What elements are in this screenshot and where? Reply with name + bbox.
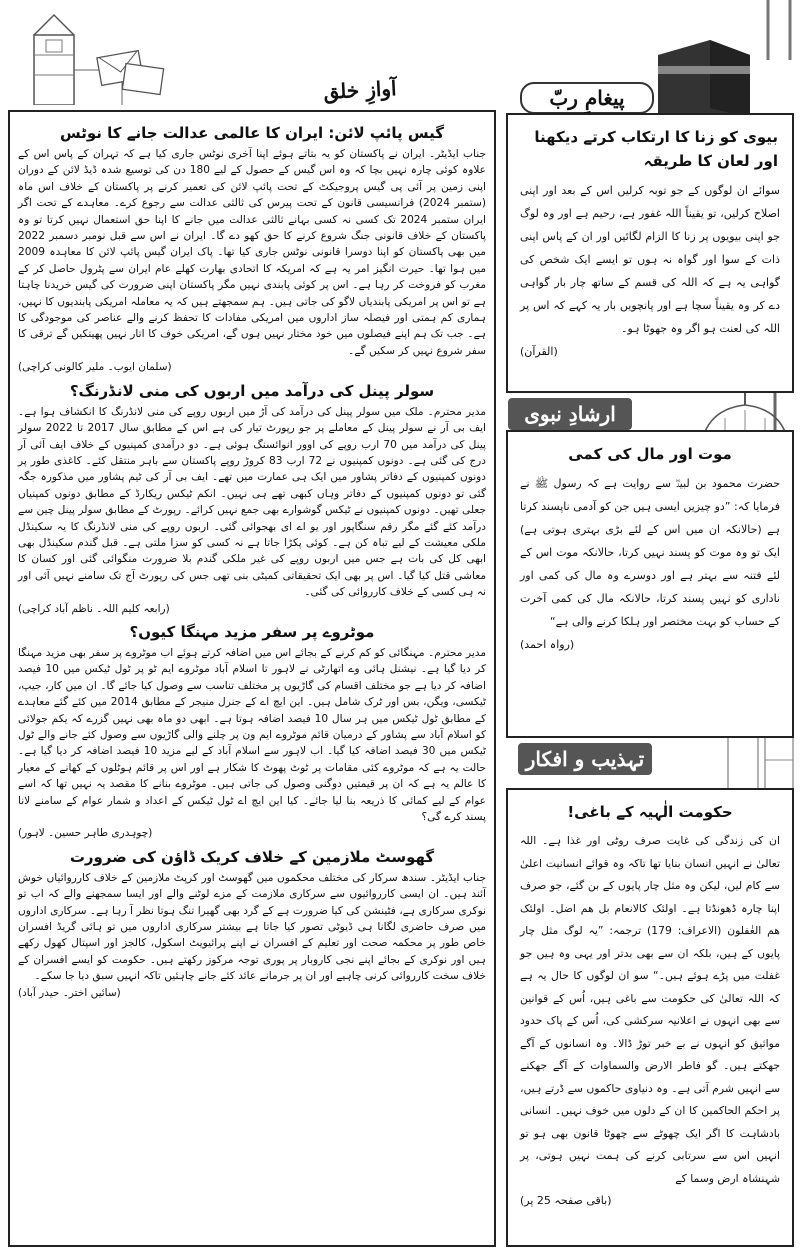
- hadith-source: (رواہ احمد): [520, 638, 575, 651]
- article-body: [18, 146, 486, 376]
- article-signature: (سلمان ایوب۔ ملیر کالونی کراچی): [18, 361, 172, 374]
- hadith-box: [506, 430, 794, 738]
- letters-box: [8, 110, 496, 1247]
- article-title: موٹروے پر سفر مزید مہنگا کیوں؟: [129, 622, 375, 641]
- article-title: گھوسٹ ملازمین کے خلاف کریک ڈاؤن کی ضرورت: [69, 847, 435, 866]
- afkar-box: [506, 788, 794, 1247]
- article-signature: (سائیں اختر۔ حیدر آباد): [18, 986, 121, 999]
- hadith-text: حضرت محمود بن لبیدؓ سے روایت ہے کہ رسول ﷺ نے فرمایا کہ: ”دو چیزیں ایسی ہیں جن کو آدمی ناپسند کرتا ہے (حالانکہ ان میں اس کے لئے بڑی بہتری ہوتی ہے) ایک تو وہ موت کو پسند نہیں کرتا، حالانکہ موت اس کے لئے فتنہ سے بہتر ہے اور دوسرے وہ مال کی کمی اور ناداری کو نہیں پسند کرتا، حالانکہ مال کی کمی آخرت کے حساب کو بہت مختصر اور ہلکا کرنے والی ہے“: [520, 477, 780, 628]
- article-body: [18, 645, 486, 842]
- hadith-title: موت اور مال کی کمی: [568, 445, 732, 463]
- quran-text: سوائے ان لوگوں کے جو توبہ کرلیں اس کے بعد اور اپنی اصلاح کرلیں، تو یقیناً اللہ غفور ہے، رحیم ہے اور وہ لوگ جو اپنی بیویوں پر زنا کا الزام لگائیں اور ان کے پاس اپنی ذات کے سوا اور گواہ نہ ہوں تو ایسے ایک شخص کی گواہی یہ ہے کہ اللہ کی قسم کے ساتھ چار بار گواہی دے کر وہ یقیناً سچا ہے اور پانچویں بار یہ کہے کہ اس پر اللہ کی لعنت ہو اگر وہ جھوٹا ہو۔: [520, 184, 780, 335]
- afkar-title: حکومت الٰہیہ کے باغی!: [567, 803, 733, 821]
- letter-gas-pipeline: [10, 124, 494, 376]
- letter-ghost-employees: [10, 848, 494, 1001]
- article-signature: (رابعہ کلیم اللہ۔ ناظم آباد کراچی): [18, 602, 170, 615]
- article-signature: (چوہدری طاہر حسین۔ لاہور): [18, 827, 153, 840]
- quran-source: (القرآن): [520, 345, 558, 358]
- main-column-title: آوازِ خلق: [322, 76, 398, 104]
- article-body: [18, 404, 486, 617]
- section-tag-tehzeeb: تہذیب و افکار: [518, 743, 652, 775]
- article-body: [18, 870, 486, 1001]
- envelope-icon: [96, 48, 166, 96]
- article-text: مدیر محترم۔ ملک میں سولر پینل کی درآمد کی آڑ میں اربوں روپے کی منی لانڈرنگ کا انکشاف ہوا ہے۔ ایف بی آر نے سولر پینل کے معاملے پر جو رپورٹ تیار کی ہے اس کے مطابق سال 2017 تا 2022 سولر پینل کی درآمد میں 70 ارب روپے کی اوور انوائسنگ ہوئی ہے۔ دو درآمدی کمپنیوں کے خلاف ایف آئی آر درج کی گئی ہے۔ دونوں کمپنیوں نے 72 ارب 83 کروڑ روپے پاکستان سے باہر منتقل کئے۔ کاغذی طور پر دونوں کمپنیوں کے دفاتر پشاور میں ایک ہی عمارت میں تھے۔ ایف بی آر کی ٹیم پشاور میں مذکورہ جگہ گئی تو دونوں کمپنیوں کے دفاتر وہاں کبھی تھے ہی نہیں۔ انکم ٹیکس ریکارڈ کے مطابق دونوں کمپنیاں جعلی تھیں۔ دونوں کمپنیوں نے ٹیکس گوشوارے بھی جمع نہیں کرائے۔ رپورٹ کے مطابق سولر پینل چین سے درآمد کئے گئے مگر رقم سنگاپور اور یو اے ای بھجوائی گئی۔ اربوں روپے کی منی لانڈرنگ کا یہ سکینڈل ملکی معیشت کے لیے تباہ کن ہے۔ کوئی پکڑا جاتا ہے نہ کسی کو سزا ملتی ہے۔ قبل گندم سکینڈل بھی ابھی کل کی بات ہے جس میں اربوں روپے کی غیر ملکی گندم بلا ضرورت منگوائی گئی اور کسان کا معاشی قتل کیا گیا۔ اس پر بھی ایک تحقیقاتی کمیٹی بنی تھی جس کی رپورٹ آج تک سامنے نہیں آئی اور نہ ہی کسی کے خلاف کارروائی کی گئی۔: [18, 405, 486, 599]
- quran-box: [506, 113, 794, 393]
- article-text: مدیر محترم۔ مہنگائی کو کم کرنے کے بجائے اس میں اضافہ کرتے ہوئے اب موٹروے پر سفر بھی مزید مہنگا کر دیا گیا ہے۔ نیشنل ہائی وے اتھارٹی نے لاہور تا اسلام آباد موٹروے ایم ٹو پر ٹول ٹیکس میں 10 فیصد اضافہ کر دیا ہے جو مختلف اقسام کی گاڑیوں پر مختلف تناسب سے وصول کیا جائے گا۔ ان میں کار، جیپ، ٹیکسی، ویگن، بس اور ٹرک شامل ہیں۔ این ایچ اے کے جنرل منیجر کے مطابق 2014 میں کئے گئے معاہدے کے مطابق ٹول ٹیکس میں ہر سال 10 فیصد اضافہ ہوتا ہے۔ ابھی دو ماہ بھی نہیں گزرے کہ یکم جولائی کو اسلام آباد سے پشاور کے درمیان قائم موٹروے ایم ون پر چلنے والی گاڑیوں سے وصول کئے جانے والے ٹول ٹیکس میں 30 فیصد اضافہ کیا گیا۔ اب لاہور سے اسلام آباد کے لیے مزید 10 فیصد اضافہ کر دیا گیا ہے۔ حالت یہ ہے کہ موٹروے کئی مقامات پر ٹوٹ پھوٹ کا شکار ہے اور اس پر قائم ہوٹلوں کے کھانے کے معیار کا عالم یہ ہے کہ ان پر قیمتیں دوگنی وصول کی جاتی ہیں۔ موٹروے بنانے کا مقصد یہ نہیں تھا کہ اسے عوام کے لیے کمائی کا ذریعہ بنا لیا جائے۔ کیا این ایچ اے ٹول ٹیکس کے اعداد و شمار عوام کے سامنے لانا پسند کرے گی؟: [18, 646, 486, 824]
- article-text: جناب ایڈیٹر۔ سندھ سرکار کی مختلف محکموں میں گھوسٹ اور کرپٹ ملازمین کے خلاف کارروائیاں خوش آئند ہیں۔ ان ایسی کارروائیوں سے سرکاری ملازمت کے مزے لوٹنے والے اور ایسا سمجھنے والے کہ اب تو نوکری سرکاری ہے، فٹینشن کی کیا ضرورت ہے کے گرد بھی گھیرا تنگ ہوتا نظر آ رہا ہے۔ سرکاری اداروں میں صرف حاضری لگانا ہی ڈیوٹی تصور کیا جاتا ہے بیشتر سرکاری اداروں میں تو ہائی گریڈ افسران خاص طور پر محکمہ صحت اور تعلیم کے افسران نے اپنے پرائیویٹ اسکول، کالجز اور اسپتال کھول رکھے ہیں اور نوکری کے بجائے اپنے نجی کاروبار پر پوری توجہ مرکوز رکھتے ہیں۔ حکومت کو ایسے افسران کے خلاف سخت کارروائی کرنی چاہیے اور ان پر جرمانے عائد کئے جانے چاہئیں تاکہ انہیں سبق دیا جا سکے۔: [18, 871, 486, 983]
- section-tag-irshad: ارشادِ نبوی: [508, 398, 632, 430]
- article-text: جناب ایڈیٹر۔ ایران نے پاکستان کو یہ بتاتے ہوئے اپنا آخری نوٹس جاری کیا ہے کہ تہران کے پاس اس کے علاوہ کوئی چارہ نہیں بچا کہ وہ اس گیس کے حصول کے لیے 180 دن کی توسیع شدہ ڈیڈ لائن کے دوران اپنی زمین پر آئی پی گیس پروجیکٹ کے تحت پائپ لائن کی تعمیر کرنے پر پاکستان کے خلاف اس ماہ (ستمبر 2024) فرانسیسی قانون کے تحت پیرس کی ثالثی عدالت سے رجوع کرے۔ معاہدے کے تحت اگر ایران ستمبر 2024 تک کسی نہ کسی بہانے ثالثی عدالت میں جانے کا اپنا حق استعمال نہیں کرتا تو وہ پاکستان کے خلاف قانونی جنگ شروع کرنے کا حق کھو دے گا۔ ایران نے اس سے قبل نومبر دسمبر 2022 میں بھی پاکستان کو اپنا دوسرا قانونی نوٹس جاری کیا تھا۔ پاک ایران گیس پائپ لائن کا معاہدہ 2009 میں ہوا تھا۔ حیرت انگیز امر یہ ہے کہ امریکہ کا اتحادی بھارت کھلے عام ایران سے پٹرول حاصل کر کے مغرب کو فروخت کر رہا ہے۔ اس پر کوئی پابندی نہیں مگر پاکستان اپنی ضرورت کی گیس خریدنا چاہتا ہے تو اس پر امریکی پابندیاں لاگو کی جاتی ہیں۔ ہم سمجھتے ہیں کہ یہ معاملہ امریکی پابندیوں کا نہیں، ہماری کم ہمتی اور فیصلہ ساز اداروں میں امریکی مفادات کا تحفظ کرنے والے عناصر کی موجودگی کا ہے۔ جب تک ہم اپنے فیصلوں میں خود مختار نہیں ہوں گے، امریکی خوف کا اتار نہیں پھینکیں گے ترقی کا سفر شروع نہیں کر سکیں گے۔: [18, 148, 487, 357]
- afkar-text: ان کی زندگی کی غایت صرف روٹی اور غذا ہے۔ اللہ تعالیٰ نے انہیں انسان بنایا تھا تاکہ وہ قوائے انسانیت اعلیٰ سے کام لیں، لیکن وہ مثل چار پایوں کے بن گئے، جو صرف اپنا چارہ ڈھونڈتا ہے۔ اولئک کالانعام بل ھم اضل۔ اولئک ھم الغٰفلون (الاعراف: 179) ترجمہ: ”یہ لوگ مثل چار پایوں کے ہیں، بلکہ ان سے بھی بدتر اور یہی وہ ہیں جو غفلت میں پڑے ہوئے ہیں۔“ سو ان لوگوں کا حال یہ ہے کہ اللہ تعالیٰ کی حکومت سے باغی ہیں، اُس کے قوانین سے بھی انہوں نے اعلانیہ سرکشی کی، اُس کے پاک حدود مواثیق کو انہوں نے بے خبر توڑ ڈالا۔ وہ انسانوں کے آگے جھکتے ہیں۔ گو فاطر الارض والسماوات کے آگے جھکنے سے انہیں شرم آتی ہے۔ وہ دنیاوی حاکموں سے ڈرتے ہیں، پر احکم الحاکمین کا ان کے دلوں میں خوف نہیں۔ انسانی بادشاہت کا اگر ایک چھوٹے سے چھوٹا قانون بھی ہو تو انہیں اس سے سرتابی کرنے کی ہمت نہیں ہوتی، پر شہنشاہ ارض وسما کے: [520, 834, 780, 1185]
- quran-title: بیوی کو زنا کا ارتکاب کرتے دیکھنا اور لعان کا طریقہ: [534, 128, 778, 170]
- hadith-body: [520, 472, 780, 656]
- letter-solar-panel: [10, 382, 494, 617]
- article-title: سولر پینل کی درآمد میں اربوں کی منی لانڈرنگ؟: [69, 381, 435, 400]
- kaaba-icon: [650, 0, 800, 120]
- afkar-continued: (باقی صفحہ 25 پر): [520, 1194, 612, 1207]
- letter-motorway: [10, 623, 494, 842]
- afkar-body: [520, 830, 780, 1213]
- section-tag-paigham: پیغامِ ربّ: [520, 82, 654, 114]
- article-title: گیس پائپ لائن: ایران کا عالمی عدالت جانے کا نوٹس: [60, 124, 444, 142]
- quran-body: [520, 179, 780, 363]
